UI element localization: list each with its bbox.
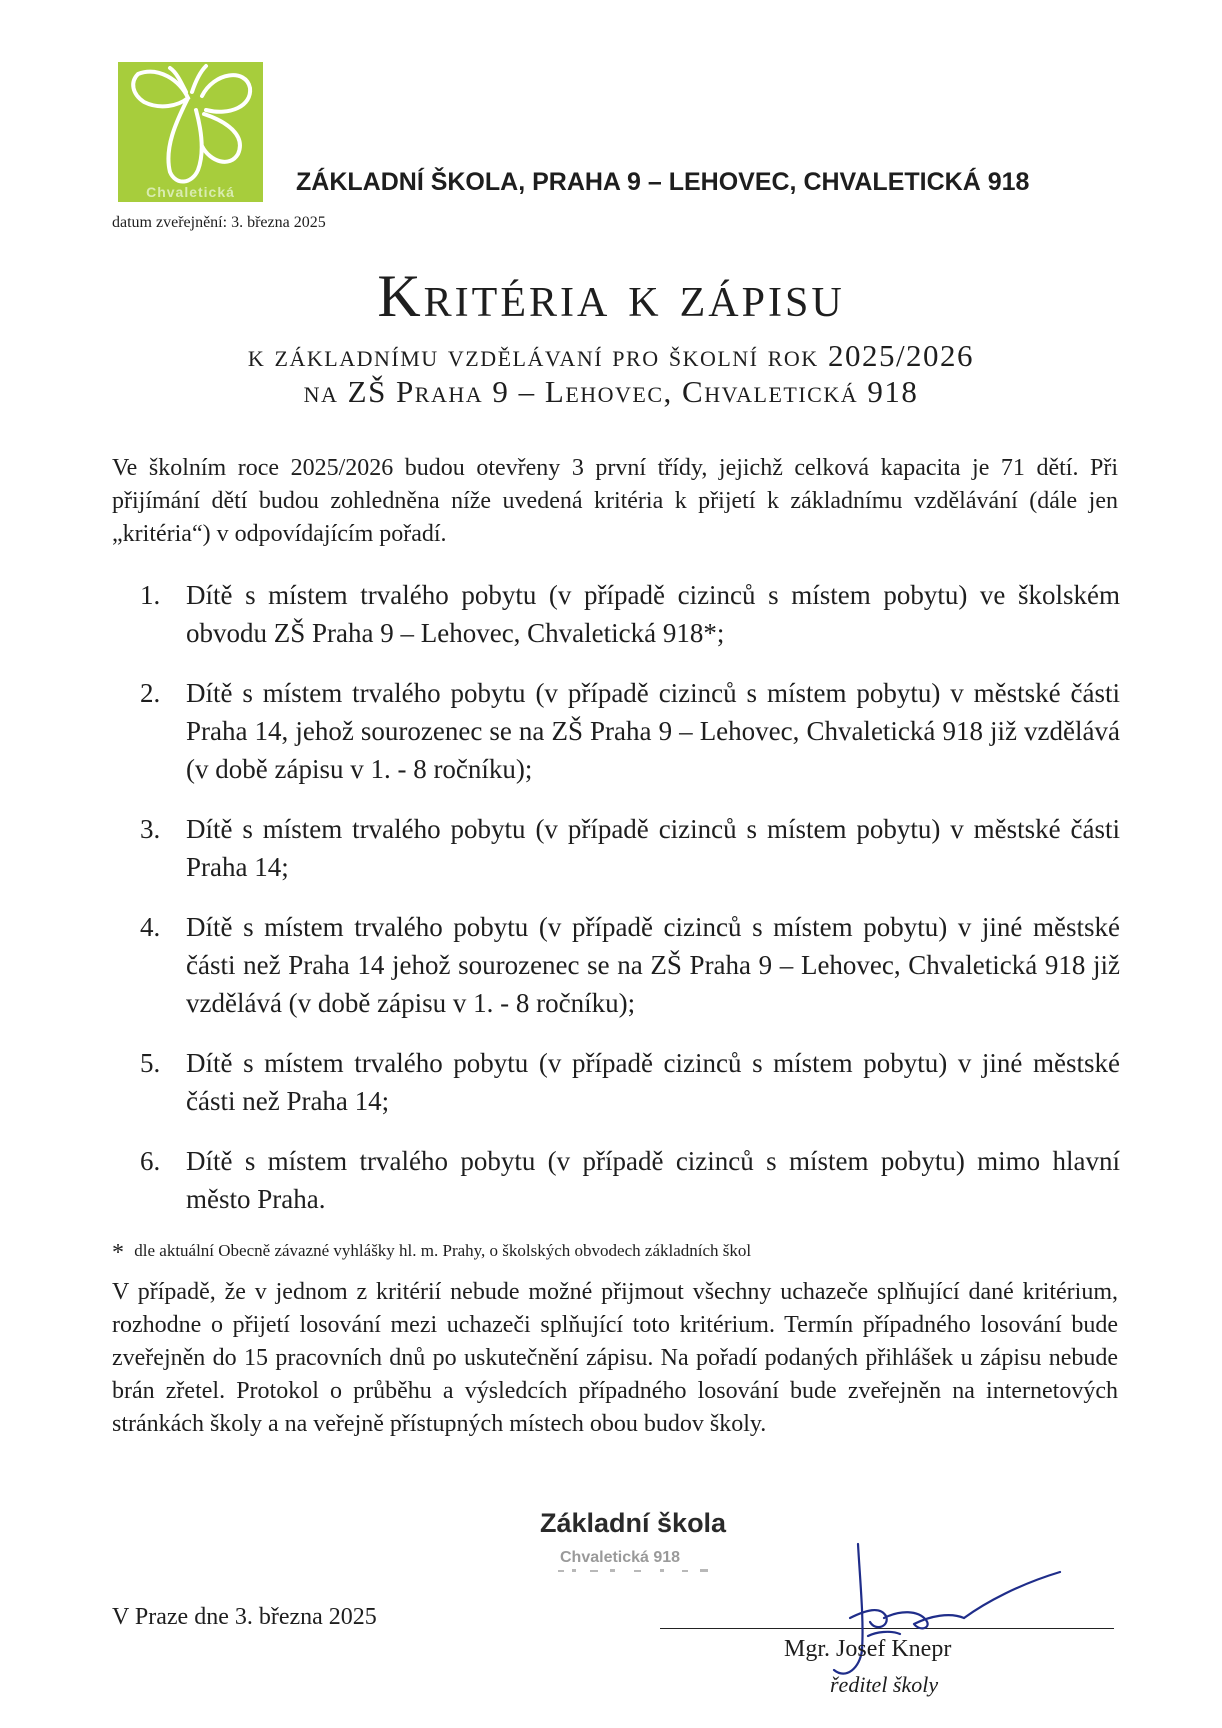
criterion-text: Dítě s místem trvalého pobytu (v případě cizinců s místem pobytu) v městské části Praha 14; (186, 814, 1120, 882)
school-logo (118, 62, 263, 202)
footnote (112, 1240, 751, 1267)
butterfly-icon (118, 62, 263, 202)
criterion-text: Dítě s místem trvalého pobytu (v případě cizinců s místem pobytu) v jiné městské části než Praha 14 jehož sourozenec se na ZŠ Praha 9 – Lehovec, Chvaletická 918 již vzdělává (v době zápisu v 1. - 8 ročníku); (186, 912, 1120, 1018)
footnote-marker: * (112, 1240, 124, 1266)
criteria-list (140, 576, 1120, 1240)
signer-name: Mgr. Josef Knepr (784, 1636, 952, 1662)
stamp-faded-text (550, 1548, 730, 1578)
criterion-item (140, 674, 1120, 788)
criterion-item (140, 1044, 1120, 1120)
signer-role: ředitel školy (830, 1672, 939, 1697)
place-and-date: V Praze dne 3. března 2025 (112, 1604, 377, 1630)
criterion-number: 2. (140, 678, 161, 708)
criterion-text: Dítě s místem trvalého pobytu (v případě cizinců s místem pobytu) mimo hlavní město Praha. (186, 1146, 1120, 1214)
intro-paragraph: Ve školním roce 2025/2026 budou otevřeny 3 první třídy, jejichž celková kapacita je 71 dětí. Při přijímání dětí budou zohledněna níže uvedená kritéria k přijetí k základnímu vzdělávání (dále jen „kritéria“) v odpovídajícím pořadí. (112, 455, 1118, 547)
school-stamp (540, 1508, 760, 1539)
stamp-address: Chvaletická 918 (560, 1549, 681, 1566)
criterion-text: Dítě s místem trvalého pobytu (v případě cizinců s místem pobytu) v jiné městské části než Praha 14; (186, 1048, 1120, 1116)
document-title: Kritéria k zápisu (377, 263, 845, 329)
handwritten-signature (780, 1540, 1100, 1700)
document-subtitle-line2: na ZŠ Praha 9 – Lehovec, Chvaletická 918 (303, 374, 919, 409)
stamp-title: Základní škola (540, 1508, 727, 1538)
document-subtitle-line1: k základnímu vzdělávaní pro školní rok 2025/2026 (247, 338, 975, 373)
criterion-number: 6. (140, 1146, 161, 1176)
school-name: ZÁKLADNÍ ŠKOLA, PRAHA 9 – LEHOVEC, CHVALETICKÁ 918 (296, 168, 1030, 196)
closing-paragraph: V případě, že v jednom z kritérií nebude možné přijmout všechny uchazeče splňující dané kritérium, rozhodne o přijetí losování mezi uchazeči splňující toto kritérium. Termín případného losování bude zveřejněn do 15 pracovních dnů po uskutečnění zápisu. Na pořadí podaných přihlášek u zápisu nebude brán zřetel. Protokol o průběhu a výsledcích případného losování bude zveřejněn na internetových stránkách školy a na veřejně přístupných místech obou budov školy. (112, 1279, 1118, 1437)
criterion-text: Dítě s místem trvalého pobytu (v případě cizinců s místem pobytu) ve školském obvodu ZŠ Praha 9 – Lehovec, Chvaletická 918*; (186, 580, 1120, 648)
criterion-number: 4. (140, 912, 161, 942)
logo-text: Chvaletická (146, 184, 235, 200)
criterion-number: 5. (140, 1048, 161, 1078)
publication-date: datum zveřejnění: 3. března 2025 (112, 214, 326, 231)
criterion-item (140, 576, 1120, 652)
criterion-number: 1. (140, 580, 161, 610)
criterion-item (140, 908, 1120, 1022)
criterion-item (140, 810, 1120, 886)
footnote-text: dle aktuální Obecně závazné vyhlášky hl. m. Prahy, o školských obvodech základních škol (134, 1241, 752, 1260)
criterion-number: 3. (140, 814, 161, 844)
criterion-text: Dítě s místem trvalého pobytu (v případě cizinců s místem pobytu) v městské části Praha 14, jehož sourozenec se na ZŠ Praha 9 – Lehovec, Chvaletická 918 již vzdělává (v době zápisu v 1. - 8 ročníku); (186, 678, 1120, 784)
criterion-item (140, 1142, 1120, 1218)
